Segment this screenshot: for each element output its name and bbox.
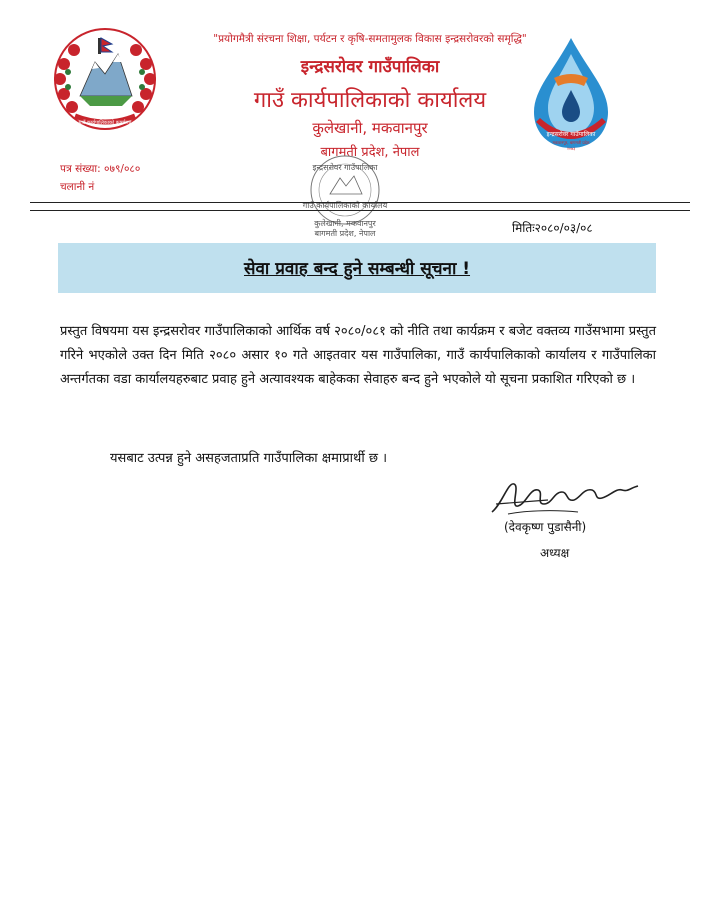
right-logo-arc-text: इन्द्रसरोवर गाउँपालिका [546,131,596,138]
signatory-title: अध्यक्ष [540,546,570,560]
municipality-name: इन्द्रसरोवर गाउँपालिका [300,57,440,77]
dispatch-number: चलानी नं [60,181,95,193]
header-motto: "प्रयोगमैत्री संरचना शिक्षा, पर्यटन र कृषि-समतामुलक विकास इन्द्रसरोवरको समृद्धि" [213,33,527,45]
office-location: कुलेखानी, मकवानपुर [312,119,428,137]
header-divider-bottom [30,210,690,211]
stamp-line-1: इन्द्रसरोवर गाउँपालिका [312,163,378,172]
right-logo-year: २०७३ [566,146,576,151]
stamp-line-2: गाउँ कार्यपालिकाको कार्यालय [302,201,388,210]
right-logo-sub-text: मकवानपुर, बागमती प्रदेश [552,140,590,145]
nepal-emblem-logo [50,24,160,134]
signatory-name: (देवकृष्ण पुडासैनी) [504,520,587,534]
stamp-line-3: कुलेखानी, मकवानपुर [314,219,376,228]
stamp-line-4: बागमती प्रदेश, नेपाल [314,229,376,238]
office-province: बागमती प्रदेश, नेपाल [320,145,420,160]
notice-date: मितिः२०८०/०३/०८ [512,221,593,235]
notice-title: सेवा प्रवाह बन्द हुने सम्बन्धी सूचना ! [243,259,471,279]
office-stamp [290,150,400,240]
left-logo-arc-text: गाउँ कार्यपालिकाको कार्यालय [78,120,132,126]
signature-scribble [488,474,648,520]
notice-apology: यसबाट उत्पन्न हुने असहजताप्रति गाउँपालिका क्षमाप्रार्थी छ । [110,451,388,466]
water-drop-logo [524,34,618,152]
header-divider-top [30,202,690,203]
letter-number: पत्र संख्या: ०७९/०८० [60,163,141,175]
notice-body-paragraph: प्रस्तुत विषयमा यस इन्द्रसरोवर गाउँपालिकाको आर्थिक वर्ष २०८०/०८१ को नीति तथा कार्यक्रम र बजेट वक्तव्य गाउँसभामा प्रस्तुत गरिने भएकोले उक्त दिन मिति २०८० असार १० गते आइतवार यस गाउँपालिका, गाउँ कार्यपालिकाको कार्यालय र गाउँपालिका अन्तर्गतका वडा कार्यालयहरुबाट प्रवाह हुने अत्यावश्यक बाहेकका सेवाहरु बन्द हुने भएकोले यो सूचना प्रकाशित गरिएको छ । [60,324,656,387]
office-name: गाउँ कार्यपालिकाको कार्यालय [253,88,487,113]
